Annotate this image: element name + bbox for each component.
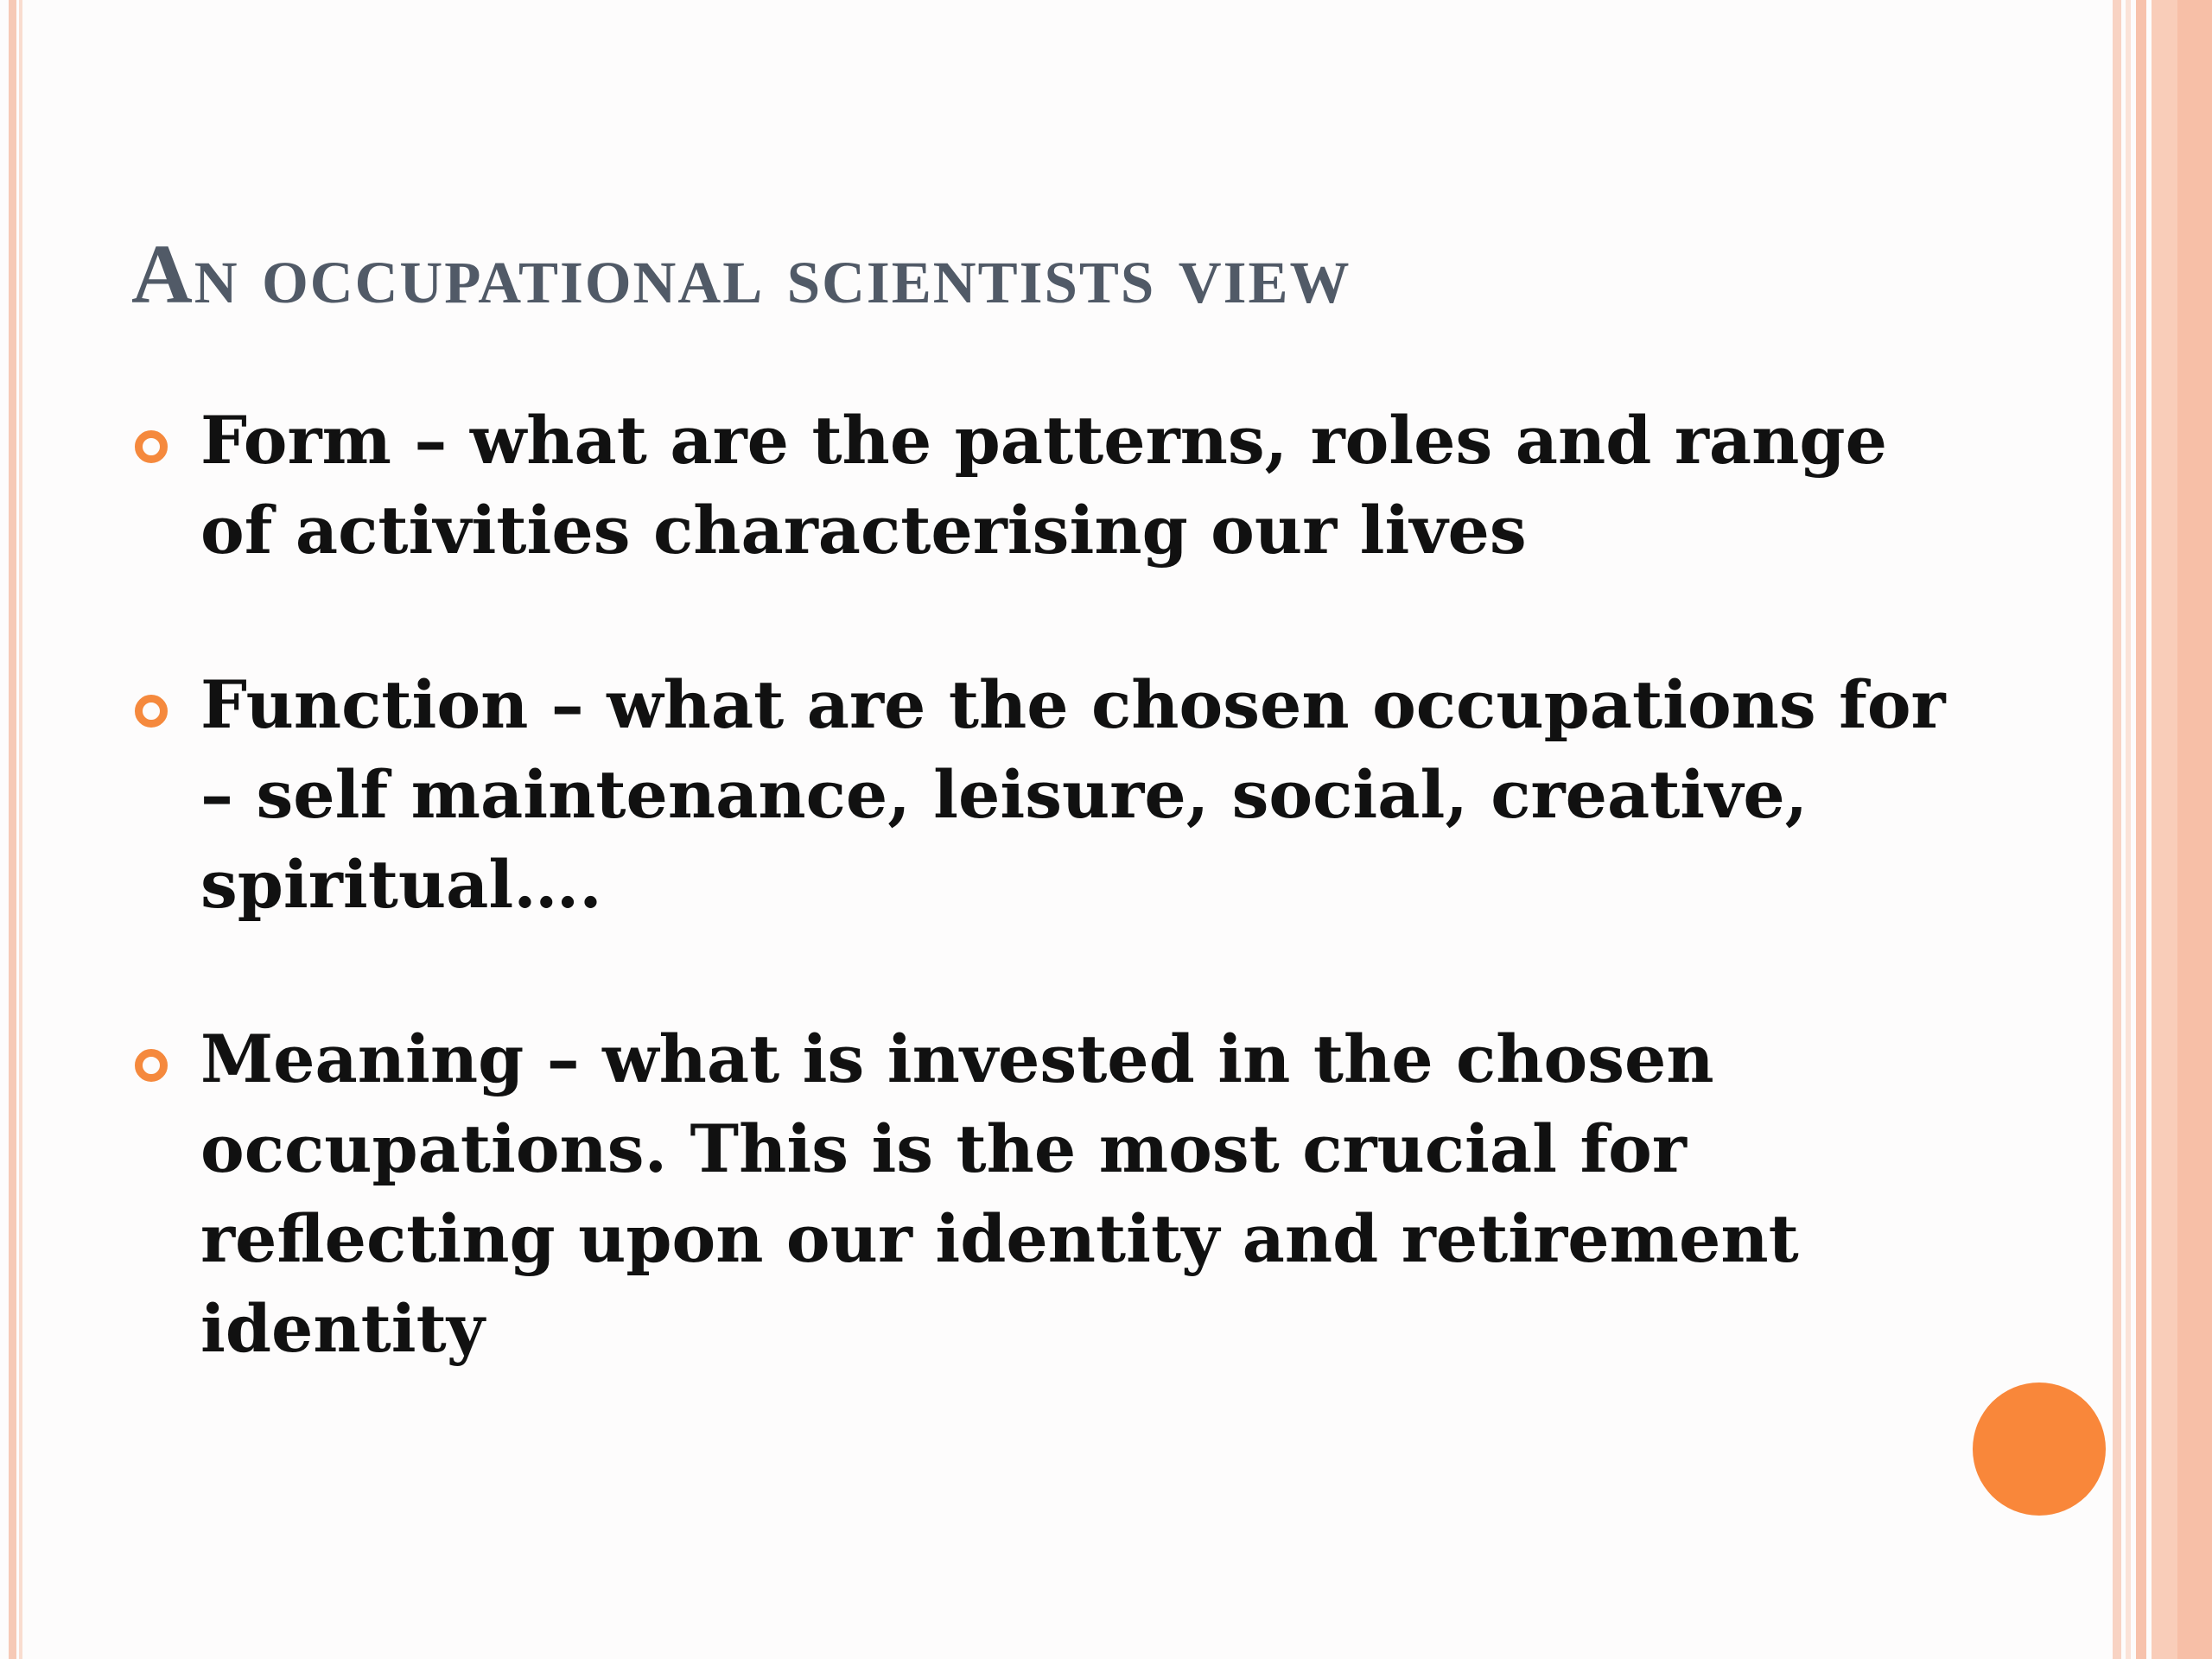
ring-bullet-icon — [135, 1049, 168, 1082]
left-border — [9, 0, 16, 1659]
bullet-item-function — [131, 660, 1963, 930]
bullet-text: Function – what are the chosen occupations for – self maintenance, leisure, social, creative, spiritual…. — [200, 666, 1946, 923]
left-border-inner — [19, 0, 22, 1659]
bullet-item-meaning — [131, 1014, 1963, 1374]
bullet-text: Form – what are the patterns, roles and range of activities characterising our lives — [200, 402, 1887, 569]
bullet-text: Meaning – what is invested in the chosen occupations. This is the most crucial for reflecting upon our identity and retirement identity — [200, 1020, 1799, 1367]
ring-bullet-icon — [135, 695, 168, 728]
orange-circle-icon — [1973, 1382, 2106, 1516]
right-border-stripe — [2177, 0, 2212, 1659]
right-border-stripe — [2136, 0, 2146, 1659]
bullet-list — [131, 396, 1963, 1459]
right-border-stripe — [2152, 0, 2177, 1659]
right-border-stripe — [2126, 0, 2131, 1659]
right-border-stripe — [2113, 0, 2121, 1659]
bullet-item-form — [131, 396, 1963, 575]
slide-title: An occupational scientists view — [131, 228, 1351, 321]
ring-bullet-icon — [135, 430, 168, 463]
